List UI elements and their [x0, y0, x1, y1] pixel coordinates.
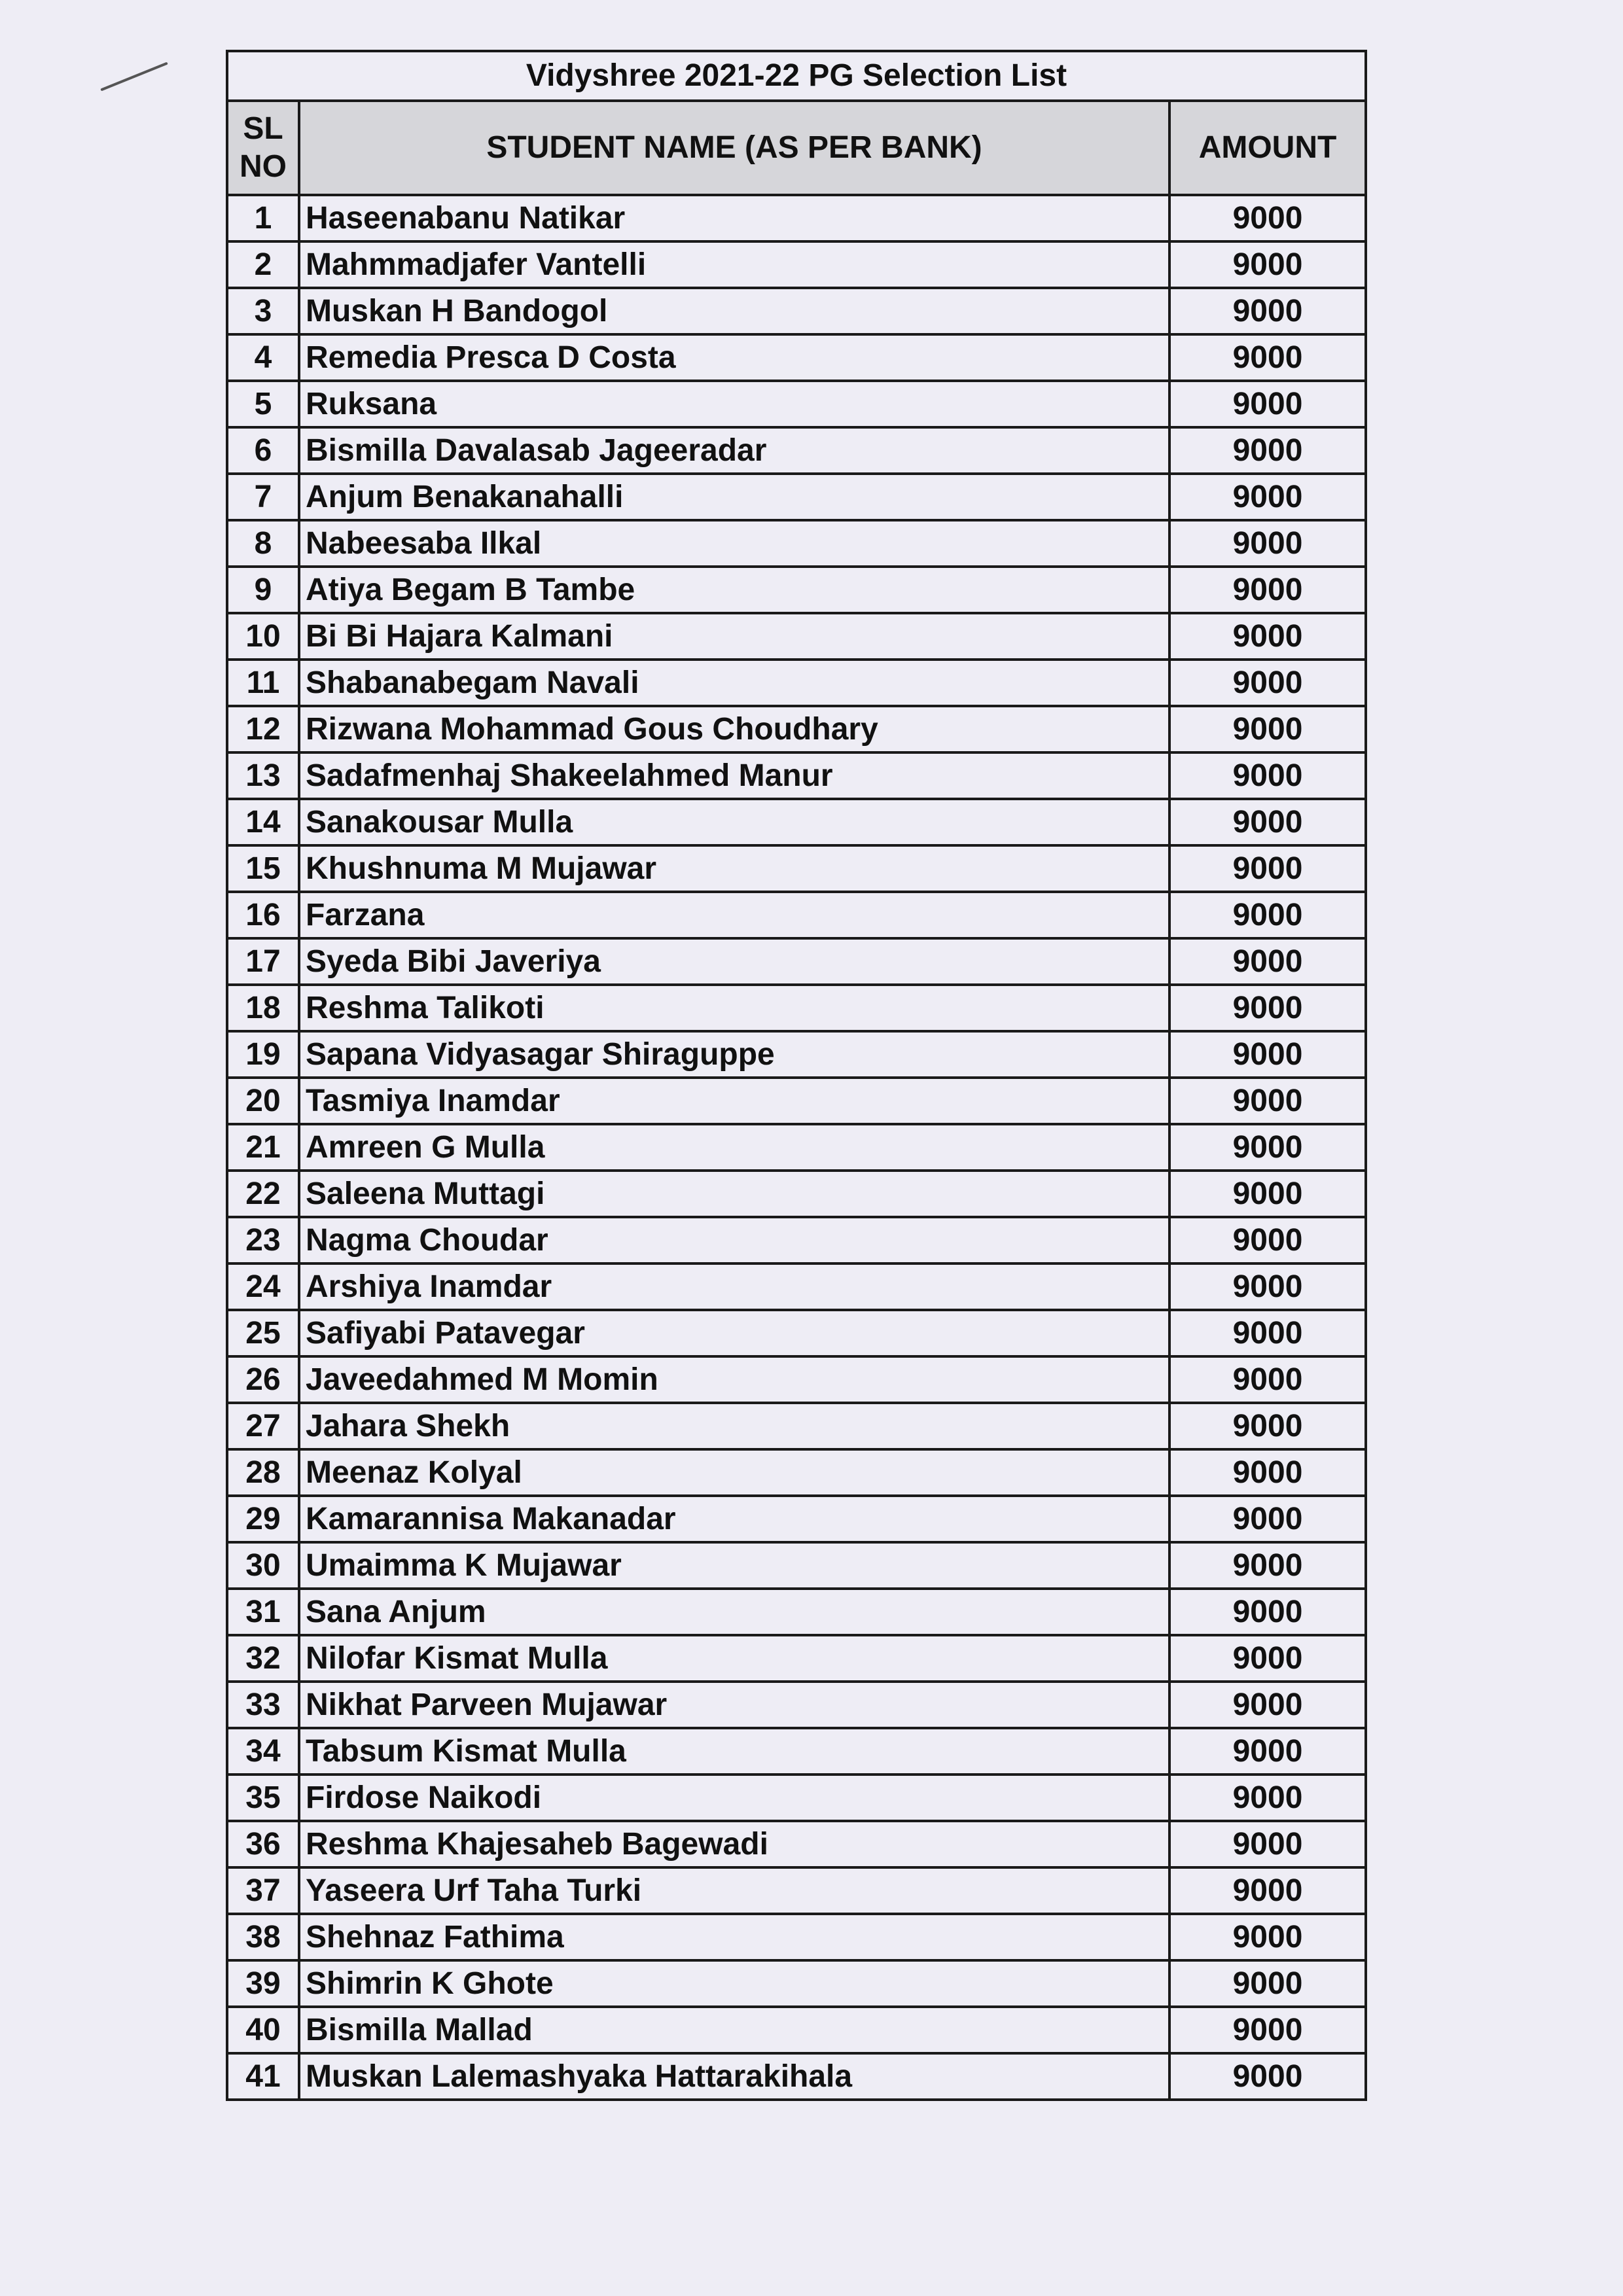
row-sl-no: 11 [227, 660, 299, 706]
table-row [227, 1171, 1366, 1217]
row-amount: 9000 [1169, 706, 1366, 752]
row-student-name: Shehnaz Fathima [299, 1914, 1169, 1960]
row-sl-no: 2 [227, 241, 299, 288]
row-sl-no: 39 [227, 1960, 299, 2007]
row-amount: 9000 [1169, 1960, 1366, 2007]
row-amount: 9000 [1169, 752, 1366, 799]
table-row [227, 1263, 1366, 1310]
row-sl-no: 3 [227, 288, 299, 334]
row-sl-no: 20 [227, 1078, 299, 1124]
table-row [227, 1960, 1366, 2007]
row-amount: 9000 [1169, 1775, 1366, 1821]
row-sl-no: 24 [227, 1263, 299, 1310]
table-row [227, 474, 1366, 520]
row-sl-no: 12 [227, 706, 299, 752]
row-amount: 9000 [1169, 567, 1366, 613]
row-sl-no: 40 [227, 2007, 299, 2053]
table-row [227, 567, 1366, 613]
row-amount: 9000 [1169, 1403, 1366, 1449]
table-row [227, 1542, 1366, 1589]
row-amount: 9000 [1169, 845, 1366, 892]
table-row [227, 1914, 1366, 1960]
row-amount: 9000 [1169, 1867, 1366, 1914]
row-sl-no: 9 [227, 567, 299, 613]
table-row [227, 1496, 1366, 1542]
row-student-name: Atiya Begam B Tambe [299, 567, 1169, 613]
row-sl-no: 1 [227, 195, 299, 241]
table-row [227, 520, 1366, 567]
row-student-name: Saleena Muttagi [299, 1171, 1169, 1217]
row-amount: 9000 [1169, 985, 1366, 1031]
row-sl-no: 17 [227, 938, 299, 985]
row-student-name: Meenaz Kolyal [299, 1449, 1169, 1496]
row-student-name: Shabanabegam Navali [299, 660, 1169, 706]
row-sl-no: 6 [227, 427, 299, 474]
row-amount: 9000 [1169, 1635, 1366, 1682]
row-amount: 9000 [1169, 1263, 1366, 1310]
row-amount: 9000 [1169, 1449, 1366, 1496]
table-row [227, 1449, 1366, 1496]
row-amount: 9000 [1169, 1171, 1366, 1217]
row-amount: 9000 [1169, 427, 1366, 474]
row-sl-no: 35 [227, 1775, 299, 1821]
table-row [227, 334, 1366, 381]
row-student-name: Muskan H Bandogol [299, 288, 1169, 334]
header-row [227, 101, 1366, 195]
row-sl-no: 25 [227, 1310, 299, 1356]
row-sl-no: 28 [227, 1449, 299, 1496]
row-student-name: Jahara Shekh [299, 1403, 1169, 1449]
row-sl-no: 29 [227, 1496, 299, 1542]
row-amount: 9000 [1169, 195, 1366, 241]
header-student-name: STUDENT NAME (AS PER BANK) [299, 101, 1169, 195]
row-student-name: Bismilla Mallad [299, 2007, 1169, 2053]
row-amount: 9000 [1169, 2007, 1366, 2053]
row-amount: 9000 [1169, 381, 1366, 427]
row-amount: 9000 [1169, 1821, 1366, 1867]
row-student-name: Sana Anjum [299, 1589, 1169, 1635]
row-sl-no: 23 [227, 1217, 299, 1263]
row-student-name: Tasmiya Inamdar [299, 1078, 1169, 1124]
table-row [227, 1821, 1366, 1867]
row-student-name: Ruksana [299, 381, 1169, 427]
row-student-name: Yaseera Urf Taha Turki [299, 1867, 1169, 1914]
row-sl-no: 33 [227, 1682, 299, 1728]
row-student-name: Shimrin K Ghote [299, 1960, 1169, 2007]
row-amount: 9000 [1169, 1124, 1366, 1171]
row-student-name: Rizwana Mohammad Gous Choudhary [299, 706, 1169, 752]
row-amount: 9000 [1169, 474, 1366, 520]
row-sl-no: 30 [227, 1542, 299, 1589]
header-sl-line2: NO [240, 149, 287, 184]
row-amount: 9000 [1169, 1356, 1366, 1403]
row-amount: 9000 [1169, 613, 1366, 660]
row-student-name: Mahmmadjafer Vantelli [299, 241, 1169, 288]
row-amount: 9000 [1169, 2053, 1366, 2100]
row-sl-no: 10 [227, 613, 299, 660]
row-amount: 9000 [1169, 1682, 1366, 1728]
row-amount: 9000 [1169, 1542, 1366, 1589]
row-student-name: Syeda Bibi Javeriya [299, 938, 1169, 985]
row-sl-no: 26 [227, 1356, 299, 1403]
row-amount: 9000 [1169, 520, 1366, 567]
row-sl-no: 31 [227, 1589, 299, 1635]
row-student-name: Kamarannisa Makanadar [299, 1496, 1169, 1542]
row-amount: 9000 [1169, 1031, 1366, 1078]
row-student-name: Sadafmenhaj Shakeelahmed Manur [299, 752, 1169, 799]
table-row [227, 1078, 1366, 1124]
row-amount: 9000 [1169, 241, 1366, 288]
row-student-name: Firdose Naikodi [299, 1775, 1169, 1821]
row-sl-no: 13 [227, 752, 299, 799]
row-sl-no: 16 [227, 892, 299, 938]
table-title: Vidyshree 2021-22 PG Selection List [227, 51, 1366, 101]
row-student-name: Nabeesaba Ilkal [299, 520, 1169, 567]
row-student-name: Haseenabanu Natikar [299, 195, 1169, 241]
table-row [227, 799, 1366, 845]
table-row [227, 241, 1366, 288]
row-amount: 9000 [1169, 1217, 1366, 1263]
row-student-name: Amreen G Mulla [299, 1124, 1169, 1171]
table-row [227, 660, 1366, 706]
row-sl-no: 14 [227, 799, 299, 845]
table-row [227, 1867, 1366, 1914]
row-student-name: Reshma Khajesaheb Bagewadi [299, 1821, 1169, 1867]
table-row [227, 1310, 1366, 1356]
row-sl-no: 7 [227, 474, 299, 520]
row-amount: 9000 [1169, 660, 1366, 706]
row-student-name: Arshiya Inamdar [299, 1263, 1169, 1310]
row-amount: 9000 [1169, 334, 1366, 381]
header-amount: AMOUNT [1169, 101, 1366, 195]
table-row [227, 2053, 1366, 2100]
row-student-name: Tabsum Kismat Mulla [299, 1728, 1169, 1775]
row-amount: 9000 [1169, 1914, 1366, 1960]
table-row [227, 1728, 1366, 1775]
row-student-name: Muskan Lalemashyaka Hattarakihala [299, 2053, 1169, 2100]
row-student-name: Khushnuma M Mujawar [299, 845, 1169, 892]
table-row [227, 1403, 1366, 1449]
table-row [227, 845, 1366, 892]
pencil-mark [100, 62, 168, 92]
row-student-name: Nagma Choudar [299, 1217, 1169, 1263]
row-student-name: Safiyabi Patavegar [299, 1310, 1169, 1356]
row-student-name: Sapana Vidyasagar Shiraguppe [299, 1031, 1169, 1078]
row-sl-no: 15 [227, 845, 299, 892]
row-amount: 9000 [1169, 892, 1366, 938]
row-student-name: Reshma Talikoti [299, 985, 1169, 1031]
row-amount: 9000 [1169, 799, 1366, 845]
table-row [227, 381, 1366, 427]
title-row [227, 51, 1366, 101]
selection-list-document [226, 50, 1364, 2101]
row-student-name: Remedia Presca D Costa [299, 334, 1169, 381]
row-student-name: Nilofar Kismat Mulla [299, 1635, 1169, 1682]
row-amount: 9000 [1169, 1589, 1366, 1635]
row-sl-no: 32 [227, 1635, 299, 1682]
row-amount: 9000 [1169, 1310, 1366, 1356]
row-sl-no: 27 [227, 1403, 299, 1449]
row-amount: 9000 [1169, 288, 1366, 334]
table-row [227, 427, 1366, 474]
row-student-name: Sanakousar Mulla [299, 799, 1169, 845]
row-student-name: Bi Bi Hajara Kalmani [299, 613, 1169, 660]
table-row [227, 752, 1366, 799]
table-row [227, 2007, 1366, 2053]
row-sl-no: 37 [227, 1867, 299, 1914]
row-student-name: Javeedahmed M Momin [299, 1356, 1169, 1403]
table-row [227, 985, 1366, 1031]
table-row [227, 892, 1366, 938]
table-row [227, 1775, 1366, 1821]
row-sl-no: 21 [227, 1124, 299, 1171]
row-sl-no: 19 [227, 1031, 299, 1078]
table-row [227, 1635, 1366, 1682]
row-sl-no: 34 [227, 1728, 299, 1775]
row-amount: 9000 [1169, 1078, 1366, 1124]
table-row [227, 288, 1366, 334]
table-row [227, 1682, 1366, 1728]
row-amount: 9000 [1169, 1496, 1366, 1542]
header-sl-line1: SL [243, 111, 283, 146]
row-student-name: Anjum Benakanahalli [299, 474, 1169, 520]
table-body [227, 195, 1366, 2100]
table-row [227, 1217, 1366, 1263]
row-amount: 9000 [1169, 1728, 1366, 1775]
table-row [227, 706, 1366, 752]
row-sl-no: 5 [227, 381, 299, 427]
header-sl-no [227, 101, 299, 195]
row-student-name: Farzana [299, 892, 1169, 938]
selection-table [226, 50, 1367, 2101]
row-amount: 9000 [1169, 938, 1366, 985]
row-student-name: Nikhat Parveen Mujawar [299, 1682, 1169, 1728]
row-sl-no: 41 [227, 2053, 299, 2100]
table-row [227, 613, 1366, 660]
row-sl-no: 8 [227, 520, 299, 567]
row-student-name: Bismilla Davalasab Jageeradar [299, 427, 1169, 474]
table-row [227, 938, 1366, 985]
row-sl-no: 38 [227, 1914, 299, 1960]
row-sl-no: 22 [227, 1171, 299, 1217]
row-student-name: Umaimma K Mujawar [299, 1542, 1169, 1589]
table-row [227, 1124, 1366, 1171]
row-sl-no: 18 [227, 985, 299, 1031]
table-row [227, 1589, 1366, 1635]
row-sl-no: 4 [227, 334, 299, 381]
table-row [227, 195, 1366, 241]
row-sl-no: 36 [227, 1821, 299, 1867]
table-row [227, 1356, 1366, 1403]
table-row [227, 1031, 1366, 1078]
